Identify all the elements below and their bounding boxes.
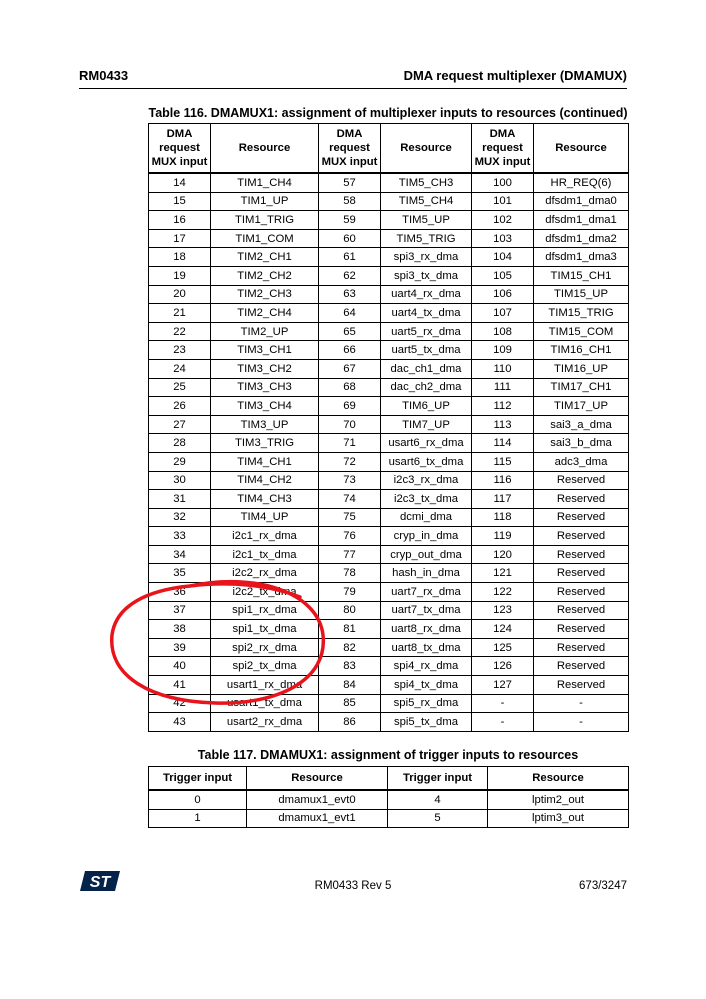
table-cell: spi4_rx_dma: [381, 657, 472, 676]
table-cell: 60: [319, 229, 381, 248]
table-cell: 82: [319, 638, 381, 657]
table-cell: 115: [472, 452, 534, 471]
table-row: [149, 583, 629, 602]
table-cell: 57: [319, 173, 381, 192]
table-row: [149, 359, 629, 378]
table-117-header-cell: Resource: [488, 767, 629, 791]
table-row: [149, 378, 629, 397]
table-row: [149, 415, 629, 434]
table-row: [149, 192, 629, 211]
table-cell: 80: [319, 601, 381, 620]
table-cell: 14: [149, 173, 211, 192]
table-row: [149, 452, 629, 471]
revision: RM0433 Rev 5: [314, 880, 392, 892]
table-cell: usart1_tx_dma: [211, 694, 319, 713]
table-cell: Reserved: [534, 564, 629, 583]
header-rule: [79, 88, 627, 89]
table-cell: dac_ch1_dma: [381, 359, 472, 378]
table-row: [149, 713, 629, 732]
table-row: [149, 620, 629, 639]
table-cell: spi3_rx_dma: [381, 248, 472, 267]
table-cell: TIM17_UP: [534, 397, 629, 416]
table-cell: TIM5_TRIG: [381, 229, 472, 248]
table-cell: 38: [149, 620, 211, 639]
table-cell: spi5_tx_dma: [381, 713, 472, 732]
table-cell: cryp_out_dma: [381, 545, 472, 564]
table-116-header-row: [149, 124, 629, 174]
table-row: [149, 657, 629, 676]
table-cell: Reserved: [534, 490, 629, 509]
table-cell: 40: [149, 657, 211, 676]
table-116-header-cell: Resource: [534, 124, 629, 174]
table-cell: TIM1_UP: [211, 192, 319, 211]
table-cell: 33: [149, 527, 211, 546]
table-cell: 107: [472, 304, 534, 323]
table-cell: Reserved: [534, 583, 629, 602]
table-cell: 21: [149, 304, 211, 323]
table-cell: spi2_rx_dma: [211, 638, 319, 657]
table-cell: 41: [149, 676, 211, 695]
table-cell: 111: [472, 378, 534, 397]
table-row: [149, 434, 629, 453]
table-cell: TIM1_CH4: [211, 173, 319, 192]
table-cell: TIM3_CH1: [211, 341, 319, 360]
table-cell: dmamux1_evt0: [247, 790, 388, 809]
table-cell: 27: [149, 415, 211, 434]
table-row: [149, 508, 629, 527]
table-cell: 113: [472, 415, 534, 434]
table-cell: 67: [319, 359, 381, 378]
table-cell: uart8_rx_dma: [381, 620, 472, 639]
table-row: [149, 676, 629, 695]
table-row: [149, 694, 629, 713]
table-cell: 32: [149, 508, 211, 527]
table-cell: Reserved: [534, 471, 629, 490]
table-cell: 78: [319, 564, 381, 583]
table-cell: 31: [149, 490, 211, 509]
table-cell: i2c3_rx_dma: [381, 471, 472, 490]
table-cell: uart4_tx_dma: [381, 304, 472, 323]
table-cell: spi2_tx_dma: [211, 657, 319, 676]
table-row: [149, 397, 629, 416]
table-cell: 37: [149, 601, 211, 620]
table-cell: 28: [149, 434, 211, 453]
table-cell: usart2_rx_dma: [211, 713, 319, 732]
table-cell: 123: [472, 601, 534, 620]
table-cell: TIM4_CH3: [211, 490, 319, 509]
section-title: DMA request multiplexer (DMAMUX): [403, 68, 627, 83]
table-cell: TIM5_CH4: [381, 192, 472, 211]
table-cell: 26: [149, 397, 211, 416]
table-cell: 29: [149, 452, 211, 471]
table-row: [149, 471, 629, 490]
table-row: [149, 341, 629, 360]
table-cell: -: [534, 694, 629, 713]
table-cell: TIM5_UP: [381, 211, 472, 230]
table-cell: TIM3_CH2: [211, 359, 319, 378]
table-cell: 120: [472, 545, 534, 564]
table-cell: 18: [149, 248, 211, 267]
table-cell: uart4_rx_dma: [381, 285, 472, 304]
table-row: [149, 809, 629, 828]
table-cell: TIM4_CH1: [211, 452, 319, 471]
table-cell: 64: [319, 304, 381, 323]
table-row: [149, 545, 629, 564]
table-cell: 112: [472, 397, 534, 416]
table-cell: 17: [149, 229, 211, 248]
table-cell: 62: [319, 266, 381, 285]
table-cell: 72: [319, 452, 381, 471]
table-cell: 1: [149, 809, 247, 828]
table-cell: 5: [388, 809, 488, 828]
table-cell: uart5_tx_dma: [381, 341, 472, 360]
table-117-header-row: [149, 767, 629, 791]
table-cell: Reserved: [534, 508, 629, 527]
table-cell: 103: [472, 229, 534, 248]
table-cell: dfsdm1_dma3: [534, 248, 629, 267]
table-row: [149, 248, 629, 267]
table-cell: dfsdm1_dma1: [534, 211, 629, 230]
table-cell: usart6_rx_dma: [381, 434, 472, 453]
table-cell: 109: [472, 341, 534, 360]
table-cell: TIM16_CH1: [534, 341, 629, 360]
table-cell: TIM2_CH4: [211, 304, 319, 323]
table-cell: 63: [319, 285, 381, 304]
table-cell: 127: [472, 676, 534, 695]
table-cell: TIM2_CH1: [211, 248, 319, 267]
table-cell: 24: [149, 359, 211, 378]
table-cell: TIM17_CH1: [534, 378, 629, 397]
table-cell: 69: [319, 397, 381, 416]
table-cell: 42: [149, 694, 211, 713]
table-116-caption: Table 116. DMAMUX1: assignment of multiplexer inputs to resources (continued): [148, 106, 628, 120]
table-116-header-cell: DMA request MUX input: [472, 124, 534, 174]
table-row: [149, 266, 629, 285]
table-cell: TIM15_CH1: [534, 266, 629, 285]
table-117-caption: Table 117. DMAMUX1: assignment of trigger inputs to resources: [197, 748, 579, 762]
table-cell: i2c1_tx_dma: [211, 545, 319, 564]
table-cell: 77: [319, 545, 381, 564]
table-cell: 68: [319, 378, 381, 397]
table-cell: Reserved: [534, 657, 629, 676]
table-cell: 79: [319, 583, 381, 602]
table-cell: 65: [319, 322, 381, 341]
table-cell: 58: [319, 192, 381, 211]
table-cell: TIM16_UP: [534, 359, 629, 378]
table-cell: 121: [472, 564, 534, 583]
table-row: [149, 490, 629, 509]
table-cell: TIM7_UP: [381, 415, 472, 434]
table-cell: TIM1_TRIG: [211, 211, 319, 230]
table-cell: 30: [149, 471, 211, 490]
table-cell: spi1_tx_dma: [211, 620, 319, 639]
table-cell: 35: [149, 564, 211, 583]
page-number: 673/3247: [579, 880, 627, 892]
table-row: [149, 527, 629, 546]
table-cell: TIM2_CH3: [211, 285, 319, 304]
table-cell: 16: [149, 211, 211, 230]
table-cell: sai3_a_dma: [534, 415, 629, 434]
table-cell: spi3_tx_dma: [381, 266, 472, 285]
table-cell: adc3_dma: [534, 452, 629, 471]
table-cell: hash_in_dma: [381, 564, 472, 583]
table-cell: Reserved: [534, 601, 629, 620]
table-cell: dfsdm1_dma2: [534, 229, 629, 248]
table-cell: 76: [319, 527, 381, 546]
table-cell: -: [534, 713, 629, 732]
table-cell: 126: [472, 657, 534, 676]
table-cell: TIM3_CH4: [211, 397, 319, 416]
table-cell: 85: [319, 694, 381, 713]
table-cell: 4: [388, 790, 488, 809]
logo-text: ST: [89, 874, 111, 891]
table-cell: TIM15_COM: [534, 322, 629, 341]
table-cell: 34: [149, 545, 211, 564]
table-cell: 104: [472, 248, 534, 267]
table-116-header-cell: DMA request MUX input: [149, 124, 211, 174]
table-cell: 122: [472, 583, 534, 602]
table-cell: 73: [319, 471, 381, 490]
table-117: [148, 766, 629, 828]
table-cell: uart7_tx_dma: [381, 601, 472, 620]
table-cell: TIM4_UP: [211, 508, 319, 527]
table-cell: 22: [149, 322, 211, 341]
table-row: [149, 322, 629, 341]
table-cell: 23: [149, 341, 211, 360]
table-116-header-cell: Resource: [211, 124, 319, 174]
table-cell: 36: [149, 583, 211, 602]
table-117-header-cell: Resource: [247, 767, 388, 791]
table-cell: 20: [149, 285, 211, 304]
table-cell: 84: [319, 676, 381, 695]
table-cell: usart6_tx_dma: [381, 452, 472, 471]
table-116: [148, 123, 629, 732]
table-cell: TIM15_TRIG: [534, 304, 629, 323]
table-116-body: [149, 173, 629, 731]
table-row: [149, 173, 629, 192]
table-cell: 114: [472, 434, 534, 453]
table-row: [149, 285, 629, 304]
table-117-header-cell: Trigger input: [388, 767, 488, 791]
table-cell: 119: [472, 527, 534, 546]
table-cell: i2c2_rx_dma: [211, 564, 319, 583]
table-116-header-cell: Resource: [381, 124, 472, 174]
table-cell: 125: [472, 638, 534, 657]
table-cell: 61: [319, 248, 381, 267]
table-cell: dmamux1_evt1: [247, 809, 388, 828]
table-117-header-cell: Trigger input: [149, 767, 247, 791]
table-cell: Reserved: [534, 545, 629, 564]
table-cell: Reserved: [534, 620, 629, 639]
table-cell: lptim2_out: [488, 790, 629, 809]
table-cell: 106: [472, 285, 534, 304]
table-cell: 124: [472, 620, 534, 639]
table-cell: 86: [319, 713, 381, 732]
table-cell: 116: [472, 471, 534, 490]
table-cell: uart7_rx_dma: [381, 583, 472, 602]
table-cell: spi4_tx_dma: [381, 676, 472, 695]
table-cell: dac_ch2_dma: [381, 378, 472, 397]
table-cell: TIM2_UP: [211, 322, 319, 341]
table-cell: 102: [472, 211, 534, 230]
table-cell: dcmi_dma: [381, 508, 472, 527]
table-cell: sai3_b_dma: [534, 434, 629, 453]
table-cell: -: [472, 713, 534, 732]
table-row: [149, 601, 629, 620]
table-cell: 110: [472, 359, 534, 378]
table-cell: 25: [149, 378, 211, 397]
table-cell: 43: [149, 713, 211, 732]
doc-id: RM0433: [79, 68, 129, 83]
table-116-header-cell: DMA request MUX input: [319, 124, 381, 174]
table-cell: 71: [319, 434, 381, 453]
table-cell: dfsdm1_dma0: [534, 192, 629, 211]
table-cell: spi5_rx_dma: [381, 694, 472, 713]
table-cell: 19: [149, 266, 211, 285]
table-cell: 39: [149, 638, 211, 657]
table-cell: 66: [319, 341, 381, 360]
table-cell: i2c3_tx_dma: [381, 490, 472, 509]
table-cell: TIM1_COM: [211, 229, 319, 248]
table-cell: uart5_rx_dma: [381, 322, 472, 341]
table-cell: TIM15_UP: [534, 285, 629, 304]
table-cell: -: [472, 694, 534, 713]
table-cell: 74: [319, 490, 381, 509]
table-cell: 101: [472, 192, 534, 211]
table-row: [149, 790, 629, 809]
table-cell: Reserved: [534, 676, 629, 695]
table-cell: 81: [319, 620, 381, 639]
table-cell: i2c1_rx_dma: [211, 527, 319, 546]
table-cell: 100: [472, 173, 534, 192]
table-cell: Reserved: [534, 638, 629, 657]
table-cell: 105: [472, 266, 534, 285]
table-cell: uart8_tx_dma: [381, 638, 472, 657]
table-cell: lptim3_out: [488, 809, 629, 828]
table-cell: TIM3_CH3: [211, 378, 319, 397]
table-cell: 59: [319, 211, 381, 230]
table-row: [149, 564, 629, 583]
table-cell: 75: [319, 508, 381, 527]
table-row: [149, 229, 629, 248]
table-cell: cryp_in_dma: [381, 527, 472, 546]
table-cell: 117: [472, 490, 534, 509]
table-cell: 0: [149, 790, 247, 809]
table-cell: TIM3_TRIG: [211, 434, 319, 453]
table-cell: usart1_rx_dma: [211, 676, 319, 695]
table-117-body: [149, 790, 629, 828]
table-row: [149, 304, 629, 323]
table-cell: TIM2_CH2: [211, 266, 319, 285]
table-cell: 108: [472, 322, 534, 341]
table-cell: 70: [319, 415, 381, 434]
table-cell: 118: [472, 508, 534, 527]
table-cell: TIM6_UP: [381, 397, 472, 416]
table-cell: 15: [149, 192, 211, 211]
table-cell: HR_REQ(6): [534, 173, 629, 192]
table-cell: spi1_rx_dma: [211, 601, 319, 620]
table-cell: TIM3_UP: [211, 415, 319, 434]
table-cell: TIM5_CH3: [381, 173, 472, 192]
table-cell: TIM4_CH2: [211, 471, 319, 490]
table-cell: Reserved: [534, 527, 629, 546]
table-row: [149, 638, 629, 657]
table-cell: i2c2_tx_dma: [211, 583, 319, 602]
table-cell: 83: [319, 657, 381, 676]
table-row: [149, 211, 629, 230]
